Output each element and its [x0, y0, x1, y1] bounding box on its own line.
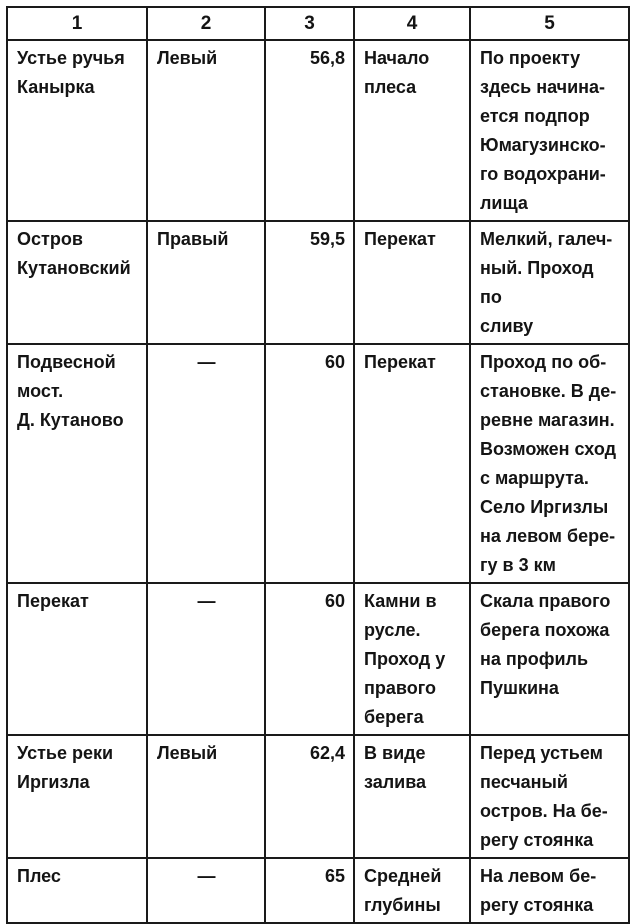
- note-cell: [470, 583, 629, 735]
- header-col-1: 1: [7, 7, 147, 40]
- type-cell: [354, 583, 470, 735]
- type-cell: [354, 40, 470, 221]
- km-cell: [265, 583, 354, 735]
- header-col-4: 4: [354, 7, 470, 40]
- bank-text: —: [197, 866, 216, 886]
- km-cell: [265, 40, 354, 221]
- place-cell: [7, 583, 147, 735]
- place-text: Устье реки Иргизла: [17, 743, 114, 792]
- table-row: [7, 40, 629, 221]
- header-row: [7, 7, 629, 40]
- bank-cell: [147, 221, 265, 344]
- type-text: Камни в русле. Проход у правого берега: [364, 591, 446, 727]
- bank-cell: [147, 344, 265, 583]
- km-cell: [265, 221, 354, 344]
- note-cell: [470, 735, 629, 858]
- type-cell: [354, 344, 470, 583]
- place-cell: [7, 40, 147, 221]
- km-text: 59,5: [309, 229, 345, 249]
- note-text: Мелкий, галеч- ный. Проход по сливу: [480, 229, 613, 336]
- place-text: Перекат: [17, 591, 89, 611]
- note-cell: [470, 221, 629, 344]
- note-text: Проход по об- становке. В де- ревне магазин. Возможен сход с маршрута. Село Иргизлы на левом бере- гу в 3 км: [480, 352, 617, 575]
- km-cell: [265, 735, 354, 858]
- note-cell: [470, 344, 629, 583]
- bank-text: —: [197, 591, 216, 611]
- note-text: На левом бе- регу стоянка: [480, 866, 597, 915]
- type-cell: [354, 735, 470, 858]
- river-route-table: [6, 6, 630, 924]
- place-text: Подвесной мост. Д. Кутаново: [17, 352, 124, 430]
- bank-text: —: [197, 352, 216, 372]
- bank-text: Левый: [157, 48, 218, 68]
- bank-cell: [147, 583, 265, 735]
- bank-cell: [147, 735, 265, 858]
- type-cell: [354, 221, 470, 344]
- type-cell: [354, 858, 470, 923]
- km-cell: [265, 344, 354, 583]
- bank-text: Правый: [157, 229, 229, 249]
- bank-cell: [147, 40, 265, 221]
- table-row: [7, 344, 629, 583]
- km-text: 60: [324, 352, 345, 372]
- table-row: [7, 221, 629, 344]
- place-text: Устье ручья Каныpка: [17, 48, 125, 97]
- table-row: [7, 858, 629, 923]
- km-text: 56,8: [309, 48, 345, 68]
- bank-cell: [147, 858, 265, 923]
- place-text: Остров Кутановский: [17, 229, 131, 278]
- place-text: Плес: [17, 866, 61, 886]
- km-text: 60: [324, 591, 345, 611]
- km-text: 65: [324, 866, 345, 886]
- place-cell: [7, 344, 147, 583]
- note-cell: [470, 858, 629, 923]
- table-row: [7, 735, 629, 858]
- type-text: В виде залива: [364, 743, 427, 792]
- place-cell: [7, 221, 147, 344]
- header-col-2: 2: [147, 7, 265, 40]
- table-row: [7, 583, 629, 735]
- note-text: Скала правого берега похожа на профиль Пушкина: [480, 591, 611, 698]
- header-col-5: 5: [470, 7, 629, 40]
- place-cell: [7, 735, 147, 858]
- km-text: 62,4: [309, 743, 345, 763]
- type-text: Начало плеса: [364, 48, 430, 97]
- place-cell: [7, 858, 147, 923]
- km-cell: [265, 858, 354, 923]
- note-cell: [470, 40, 629, 221]
- header-col-3: 3: [265, 7, 354, 40]
- note-text: По проекту здесь начина- ется подпор Юмагузинско- го водохрани- лища: [480, 48, 606, 213]
- type-text: Перекат: [364, 229, 436, 249]
- bank-text: Левый: [157, 743, 218, 763]
- type-text: Средней глубины: [364, 866, 442, 915]
- note-text: Перед устьем песчаный остров. На бе- регу стоянка: [480, 743, 608, 850]
- type-text: Перекат: [364, 352, 436, 372]
